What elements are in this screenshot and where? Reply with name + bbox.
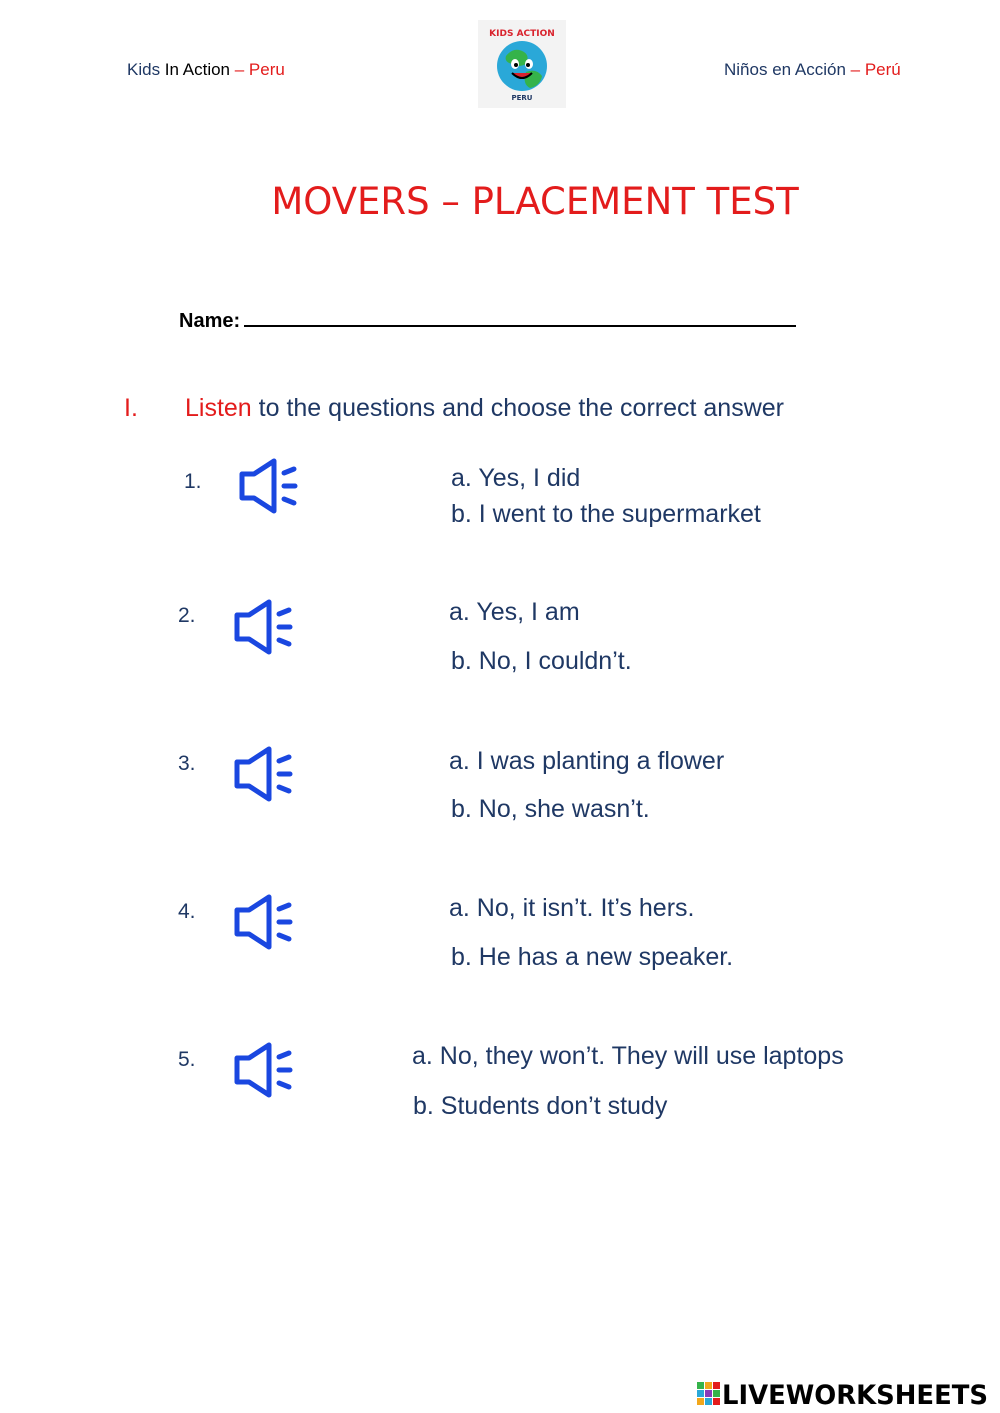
answer-option-a[interactable]: a. I was planting a flower — [449, 747, 725, 775]
speaker-icon[interactable] — [238, 457, 300, 515]
header-left-country: Peru — [248, 60, 285, 79]
globe-mascot-logo — [478, 20, 566, 108]
answer-option-b[interactable]: b. Students don’t study — [413, 1092, 668, 1120]
logo-bottom-text: PERU — [511, 94, 533, 102]
answer-option-b[interactable]: b. No, she wasn’t. — [451, 795, 650, 823]
answer-option-a[interactable]: a. Yes, I did — [451, 464, 581, 492]
header-right — [724, 60, 901, 80]
speaker-icon[interactable] — [233, 745, 295, 803]
header-right-dash: – — [845, 60, 865, 79]
header-left-in-action: In Action — [160, 60, 231, 79]
question-number: 4. — [178, 900, 196, 923]
speaker-icon[interactable] — [233, 1041, 295, 1099]
question-number: 2. — [178, 604, 196, 627]
header-right-country: Perú — [864, 60, 901, 79]
answer-option-a[interactable]: a. No, it isn’t. It’s hers. — [449, 894, 695, 922]
section-instruction — [185, 394, 784, 423]
header-left — [127, 60, 285, 80]
liveworksheets-logo-icon — [697, 1378, 987, 1408]
answer-option-a[interactable]: a. No, they won’t. They will use laptops — [412, 1042, 844, 1070]
answer-option-b[interactable]: b. He has a new speaker. — [451, 943, 734, 971]
header-right-ninos: Niños — [724, 60, 768, 79]
speaker-icon[interactable] — [233, 893, 295, 951]
page-title: MOVERS – PLACEMENT TEST — [271, 180, 799, 223]
speaker-icon[interactable] — [233, 598, 295, 656]
header-left-dash: – — [230, 60, 249, 79]
header-left-kids: Kids — [127, 60, 161, 79]
answer-option-b[interactable]: b. No, I couldn’t. — [451, 647, 632, 675]
answer-option-b[interactable]: b. I went to the supermarket — [451, 500, 761, 528]
section-text: to the questions and choose the correct answer — [251, 394, 784, 422]
name-row — [179, 305, 796, 333]
header-right-en-accion: en Acción — [767, 60, 846, 79]
question-number: 3. — [178, 752, 196, 775]
answer-option-a[interactable]: a. Yes, I am — [449, 598, 580, 626]
footer-brand-text: LIVEWORKSHEETS — [722, 1380, 987, 1408]
section-highlight: Listen — [185, 394, 252, 422]
question-number: 1. — [184, 470, 202, 493]
name-label: Name: — [179, 310, 241, 332]
footer-brand — [697, 1378, 987, 1408]
question-number: 5. — [178, 1048, 196, 1071]
name-input-line[interactable] — [244, 305, 796, 327]
section-number: I. — [124, 394, 138, 422]
logo-top-text: KIDS ACTION — [489, 29, 555, 39]
